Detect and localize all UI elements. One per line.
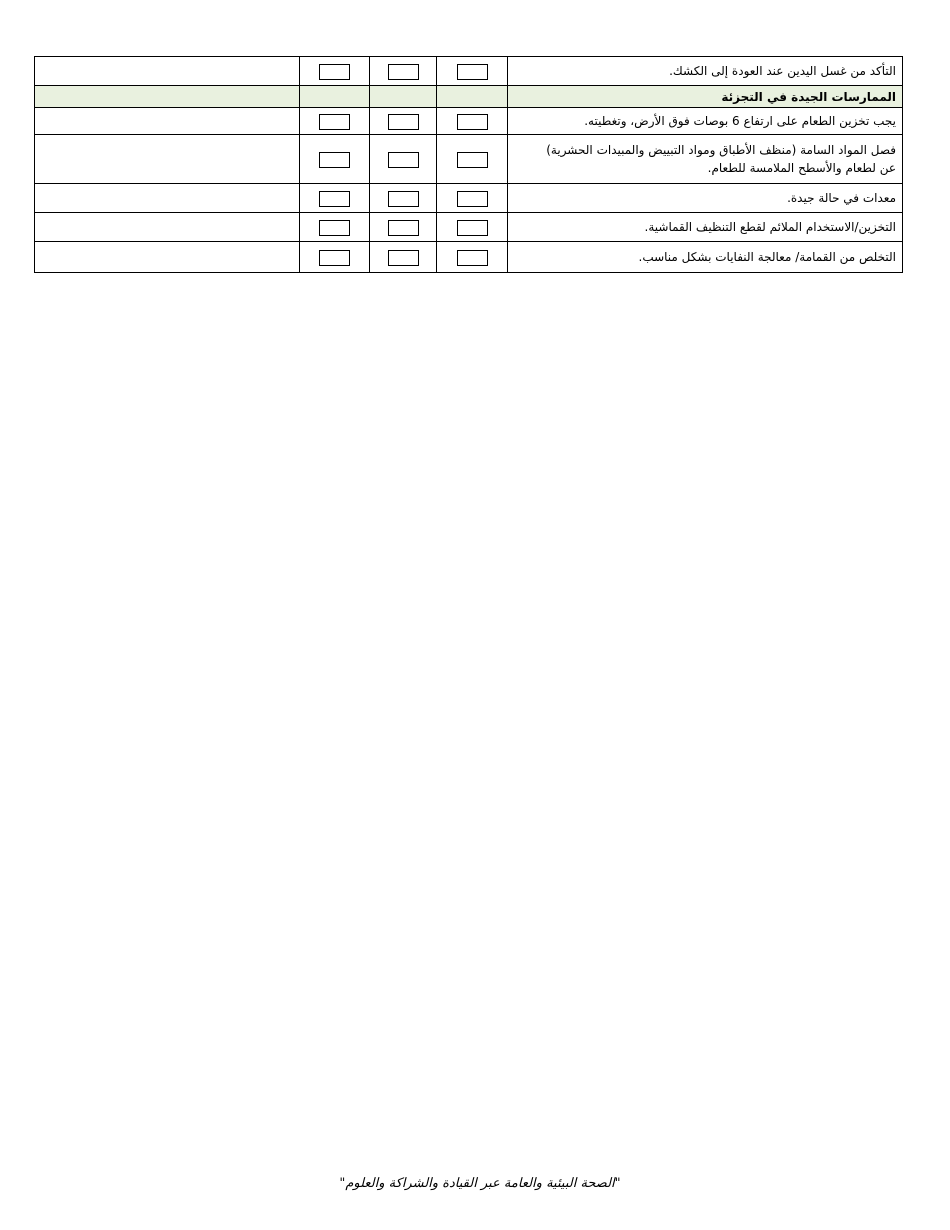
checkbox-cell bbox=[300, 184, 370, 213]
checklist-row bbox=[35, 213, 903, 242]
notes-cell[interactable] bbox=[35, 213, 300, 242]
checkbox-cell bbox=[437, 213, 508, 242]
section-header-text: الممارسات الجيدة في التجزئة bbox=[508, 86, 903, 108]
checkbox[interactable] bbox=[457, 64, 488, 80]
checkbox[interactable] bbox=[388, 191, 419, 207]
checklist-item-text: معدات في حالة جيدة. bbox=[508, 184, 903, 213]
notes-cell[interactable] bbox=[35, 108, 300, 135]
checkbox-cell bbox=[300, 242, 370, 273]
checkbox[interactable] bbox=[388, 114, 419, 130]
checklist-item-text: التأكد من غسل اليدين عند العودة إلى الكشك. bbox=[508, 57, 903, 86]
checkbox-cell bbox=[300, 57, 370, 86]
checkbox-cell bbox=[437, 135, 508, 184]
checkbox-cell bbox=[300, 108, 370, 135]
section-empty-cell bbox=[300, 86, 370, 108]
footer-slogan: "الصحة البيئية والعامة عبر القيادة والشراكة والعلوم" bbox=[339, 1176, 621, 1191]
inspection-checklist-table bbox=[34, 56, 903, 273]
checkbox-cell bbox=[437, 57, 508, 86]
checklist-item-text: يجب تخزين الطعام على ارتفاع 6 بوصات فوق الأرض، وتغطيته. bbox=[508, 108, 903, 135]
checkbox-cell bbox=[370, 184, 437, 213]
checklist-item-text: التخلص من القمامة/ معالجة النفايات بشكل مناسب. bbox=[508, 242, 903, 273]
notes-cell[interactable] bbox=[35, 184, 300, 213]
checkbox[interactable] bbox=[388, 64, 419, 80]
checkbox[interactable] bbox=[457, 114, 488, 130]
checklist-row bbox=[35, 108, 903, 135]
checklist-item-text bbox=[508, 135, 903, 184]
checklist-row bbox=[35, 57, 903, 86]
checkbox[interactable] bbox=[319, 64, 350, 80]
checkbox-cell bbox=[370, 242, 437, 273]
checkbox[interactable] bbox=[319, 114, 350, 130]
checkbox-cell bbox=[437, 108, 508, 135]
checkbox-cell bbox=[437, 242, 508, 273]
checkbox[interactable] bbox=[457, 152, 488, 168]
section-header-row bbox=[35, 86, 903, 108]
checkbox[interactable] bbox=[319, 220, 350, 236]
checkbox-cell bbox=[437, 184, 508, 213]
checkbox[interactable] bbox=[457, 220, 488, 236]
checkbox[interactable] bbox=[457, 191, 488, 207]
notes-cell[interactable] bbox=[35, 135, 300, 184]
checklist-item-line: عن لطعام والأسطح الملامسة للطعام. bbox=[707, 161, 896, 175]
checklist-row bbox=[35, 135, 903, 184]
checklist-item-text: التخزين/الاستخدام الملائم لقطع التنظيف القماشية. bbox=[508, 213, 903, 242]
checkbox[interactable] bbox=[319, 191, 350, 207]
checkbox-cell bbox=[370, 213, 437, 242]
section-empty-cell bbox=[35, 86, 300, 108]
checkbox-cell bbox=[370, 108, 437, 135]
notes-cell[interactable] bbox=[35, 242, 300, 273]
checkbox[interactable] bbox=[388, 220, 419, 236]
checklist-row bbox=[35, 242, 903, 273]
checklist-item-line: فصل المواد السامة (منظف الأطباق ومواد التبييض والمبيدات الحشرية) bbox=[546, 143, 896, 157]
checkbox[interactable] bbox=[457, 250, 488, 266]
notes-cell[interactable] bbox=[35, 57, 300, 86]
section-empty-cell bbox=[370, 86, 437, 108]
checkbox-cell bbox=[370, 135, 437, 184]
section-empty-cell bbox=[437, 86, 508, 108]
checkbox-cell bbox=[370, 57, 437, 86]
checkbox[interactable] bbox=[388, 250, 419, 266]
checkbox-cell bbox=[300, 213, 370, 242]
checkbox[interactable] bbox=[319, 250, 350, 266]
checkbox[interactable] bbox=[319, 152, 350, 168]
checkbox[interactable] bbox=[388, 152, 419, 168]
checkbox-cell bbox=[300, 135, 370, 184]
checklist-row bbox=[35, 184, 903, 213]
